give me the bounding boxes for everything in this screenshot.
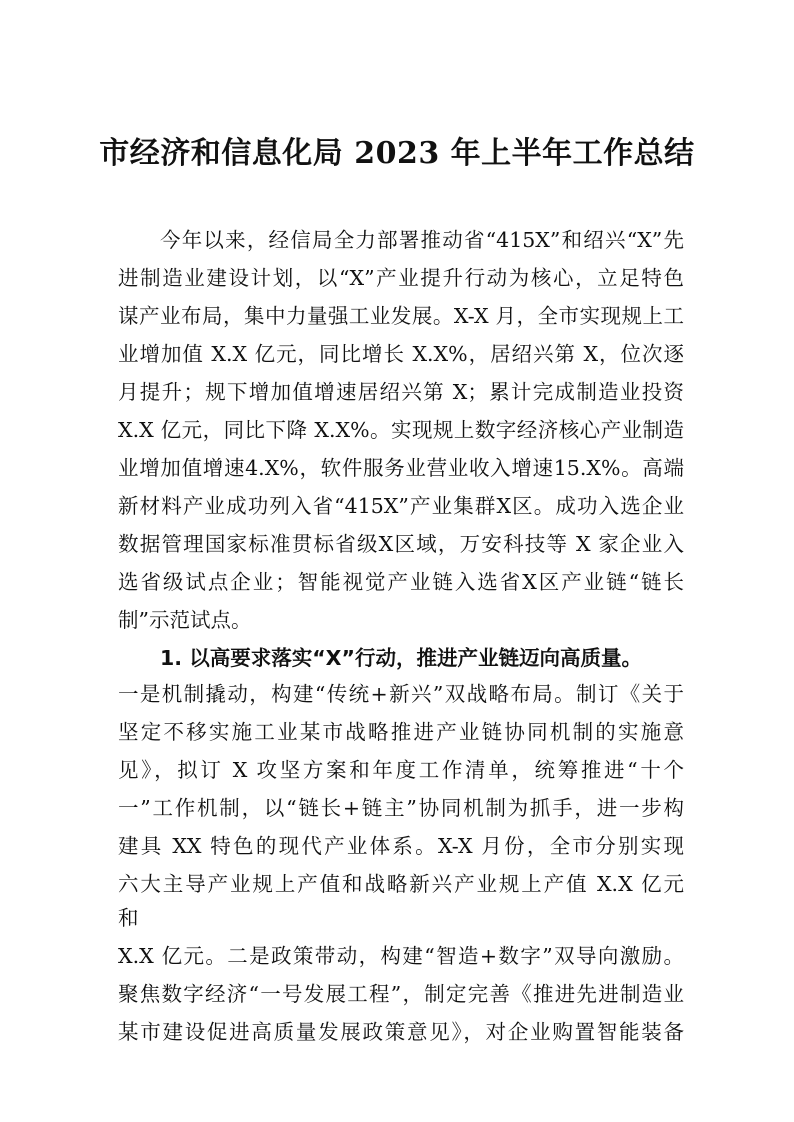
intro-line: 进制造业建设计划，以“X”产业提升行动为核心，立足特色 <box>118 266 684 290</box>
section-line: 坚定不移实施工业某市战略推进产业链协同机制的实施意 <box>118 720 684 744</box>
section-line: 见》，拟订 X 攻坚方案和年度工作清单，统筹推进“十个 <box>118 758 684 782</box>
section-line: 和 <box>118 906 139 930</box>
section-line: X.X 亿元。二是政策带动，构建“智造+数字”双导向激励。 <box>118 944 684 968</box>
section-line: 一”工作机制，以“链长+链主”协同机制为抓手，进一步构 <box>118 796 684 820</box>
intro-line: 制”示范试点。 <box>118 608 252 632</box>
section-line: 建具 XX 特色的现代产业体系。X-X 月份，全市分别实现 <box>118 834 684 858</box>
section-line: 聚焦数字经济“一号发展工程”，制定完善《推进先进制造业 <box>118 982 684 1006</box>
intro-line: 谋产业布局，集中力量强工业发展。X-X 月，全市实现规上工 <box>118 304 684 328</box>
intro-line: 月提升；规下增加值增速居绍兴第 X；累计完成制造业投资 <box>118 380 684 404</box>
intro-line: X.X 亿元，同比下降 X.X%。实现规上数字经济核心产业制造 <box>118 418 684 442</box>
intro-line: 今年以来，经信局全力部署推动省“415X”和绍兴“X”先 <box>160 228 684 252</box>
section-heading: 1. 以高要求落实“X”行动，推进产业链迈向高质量。 <box>160 646 642 670</box>
intro-line: 数据管理国家标准贯标省级X区域，万安科技等 X 家企业入 <box>118 532 684 556</box>
section-line: 一是机制撬动，构建“传统+新兴”双战略布局。制订《关于 <box>118 682 684 706</box>
intro-line: 业增加值 X.X 亿元，同比增长 X.X%，居绍兴第 X，位次逐 <box>118 342 684 366</box>
section-line: 六大主导产业规上产值和战略新兴产业规上产值 X.X 亿元 <box>118 872 684 896</box>
intro-line: 新材料产业成功列入省“415X”产业集群X区。成功入选企业 <box>118 494 684 518</box>
document-title: 市经济和信息化局 2023 年上半年工作总结 <box>99 136 695 171</box>
section-line: 某市建设促进高质量发展政策意见》，对企业购置智能装备 <box>118 1020 684 1044</box>
intro-line: 业增加值增速4.X%，软件服务业营业收入增速15.X%。高端 <box>118 456 684 480</box>
intro-line: 选省级试点企业；智能视觉产业链入选省X区产业链“链长 <box>118 570 684 594</box>
